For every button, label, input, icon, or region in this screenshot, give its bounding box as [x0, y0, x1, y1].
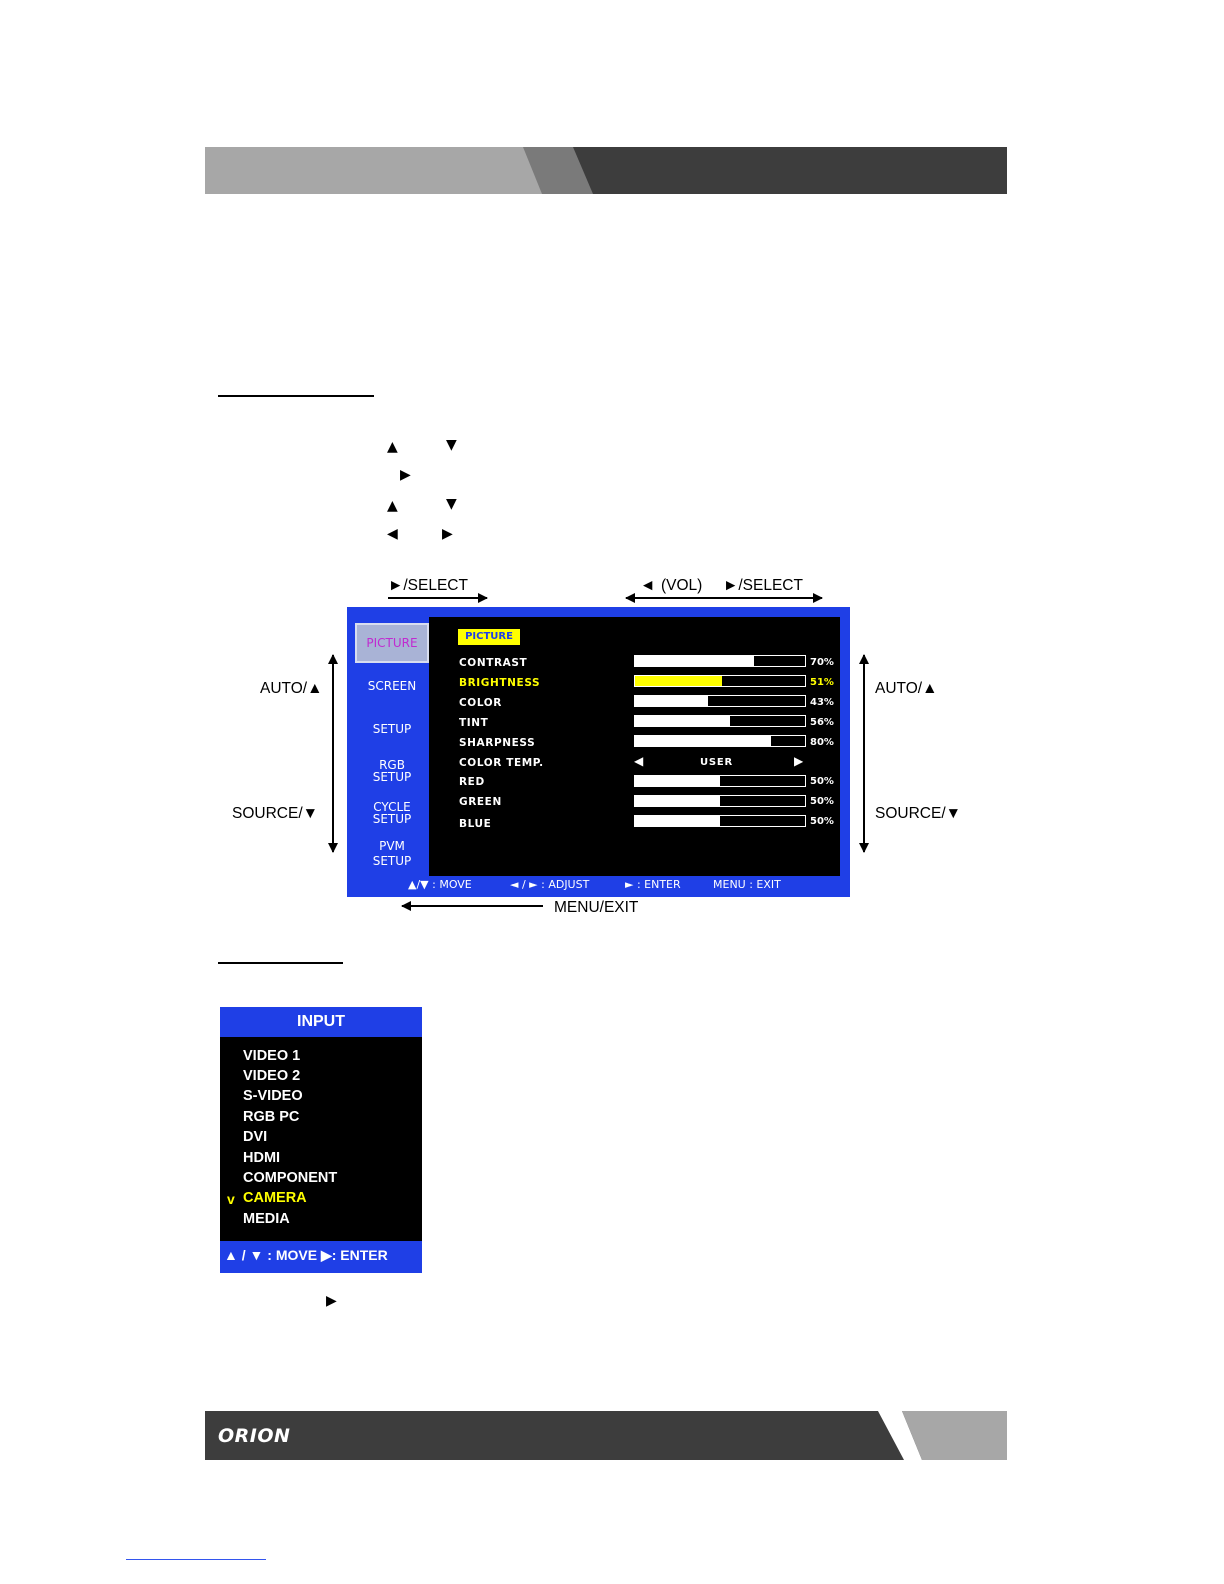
right-triangle-icon: ▶ [442, 526, 453, 542]
osd-row-value: 51% [810, 677, 834, 688]
osd-row-value: 50% [810, 796, 834, 807]
color-temp-left-icon[interactable]: ◀ [634, 754, 644, 768]
input-item-camera[interactable]: CAMERA [243, 1190, 307, 1206]
slider-fill [635, 676, 722, 686]
osd-row-value: 70% [810, 657, 834, 668]
osd-tab-cycle-setup[interactable] [355, 801, 429, 825]
input-item-video1[interactable]: VIDEO 1 [243, 1048, 301, 1064]
auto-label-right: AUTO/▲ [875, 680, 938, 697]
osd-tab-rgb-setup-label: SETUP [372, 770, 412, 784]
osd-footer-enter: ► : ENTER [625, 878, 681, 891]
osd-tab-pvm-label: PVM [379, 839, 405, 853]
osd-row-label: COLOR [459, 697, 502, 709]
osd-tab-rgb-label: RGB [379, 758, 405, 772]
section-heading-underline [218, 962, 343, 964]
osd-tab-pvm-setup[interactable] [355, 840, 429, 867]
slider-fill [635, 716, 730, 726]
down-triangle-icon: ▼ [446, 437, 457, 453]
osd-tab-setup-label: SETUP [372, 722, 412, 736]
footer-band [205, 1411, 1007, 1460]
osd-content [355, 617, 840, 876]
down-triangle-icon: ▼ [446, 496, 457, 512]
right-triangle-icon: ▶ [400, 467, 411, 483]
osd-row-label: CONTRAST [459, 657, 528, 669]
input-menu-footer-text: ▲ / ▼ : MOVE ▶: ENTER [224, 1247, 388, 1263]
left-triangle-icon: ◀ [387, 526, 398, 542]
osd-tab-screen[interactable] [355, 680, 429, 692]
osd-tab-picture[interactable] [355, 623, 429, 663]
source-label-right: SOURCE/▼ [875, 805, 961, 822]
orion-logo: ORION [218, 1425, 291, 1447]
color-temp-right-icon[interactable]: ▶ [794, 754, 804, 768]
input-item-svideo[interactable]: S-VIDEO [243, 1088, 303, 1104]
up-triangle-icon: ▲ [387, 439, 398, 455]
vol-left-arrow-icon: ◄ [640, 577, 656, 594]
osd-tab-pvm-setup-label: SETUP [372, 854, 412, 868]
select-label-left: ►/SELECT [388, 577, 468, 594]
footer-link-underline [126, 1559, 266, 1560]
osd-row-label: BLUE [459, 818, 492, 830]
red-slider[interactable] [634, 775, 806, 787]
input-menu-footer [220, 1241, 422, 1273]
slider-fill [635, 776, 720, 786]
tint-slider[interactable] [634, 715, 806, 727]
source-label-left: SOURCE/▼ [232, 805, 318, 822]
osd-row-label: BRIGHTNESS [459, 677, 541, 689]
slider-fill [635, 736, 771, 746]
osd-section-title: PICTURE [458, 629, 520, 645]
sharpness-slider[interactable] [634, 735, 806, 747]
input-item-video2[interactable]: VIDEO 2 [243, 1068, 301, 1084]
osd-footer-exit: MENU : EXIT [713, 878, 781, 891]
input-item-hdmi[interactable]: HDMI [243, 1150, 281, 1166]
osd-tab-setup[interactable] [355, 723, 429, 735]
input-item-rgb-pc[interactable]: RGB PC [243, 1109, 300, 1125]
input-item-component[interactable]: COMPONENT [243, 1170, 338, 1186]
osd-sidebar [355, 617, 429, 876]
osd-tab-screen-label: SCREEN [367, 679, 417, 693]
input-menu-title: INPUT [220, 1007, 422, 1037]
footer-band-graphic [205, 1411, 1007, 1460]
osd-row-value: 56% [810, 717, 834, 728]
osd-picture-menu [347, 607, 850, 897]
color-slider[interactable] [634, 695, 806, 707]
osd-row-label: SHARPNESS [459, 737, 536, 749]
color-temp-value: USER [700, 757, 734, 768]
osd-footer-move: ▲/▼ : MOVE [408, 878, 472, 891]
selected-check-icon: v [227, 1191, 235, 1207]
up-triangle-icon: ▲ [387, 498, 398, 514]
input-item-media[interactable]: MEDIA [243, 1211, 290, 1227]
slider-fill [635, 696, 708, 706]
input-item-dvi[interactable]: DVI [243, 1129, 268, 1145]
green-slider[interactable] [634, 795, 806, 807]
vol-label: (VOL) [661, 577, 703, 594]
osd-row-label: COLOR TEMP. [459, 757, 544, 769]
contrast-slider[interactable] [634, 655, 806, 667]
osd-row-label: TINT [459, 717, 489, 729]
blue-slider[interactable] [634, 815, 806, 827]
osd-row-value: 80% [810, 737, 834, 748]
osd-row-value: 43% [810, 697, 834, 708]
osd-tab-rgb-setup[interactable] [355, 759, 429, 783]
osd-row-value: 50% [810, 776, 834, 787]
input-source-menu [220, 1007, 422, 1273]
right-triangle-icon: ▶ [326, 1293, 337, 1309]
osd-row-label: RED [459, 776, 485, 788]
osd-row-label: GREEN [459, 796, 502, 808]
slider-fill [635, 656, 754, 666]
brightness-slider[interactable] [634, 675, 806, 687]
select-label-right: ►/SELECT [723, 577, 803, 594]
slider-fill [635, 796, 720, 806]
slider-fill [635, 816, 720, 826]
osd-row-value: 50% [810, 816, 834, 827]
menu-exit-label: MENU/EXIT [554, 899, 639, 916]
osd-tab-cycle-setup-label: SETUP [372, 812, 412, 826]
osd-tab-picture-label: PICTURE [366, 636, 418, 650]
auto-label-left: AUTO/▲ [260, 680, 323, 697]
osd-tab-cycle-label: CYCLE [373, 800, 411, 814]
osd-footer-adjust: ◄ / ► : ADJUST [510, 878, 590, 891]
